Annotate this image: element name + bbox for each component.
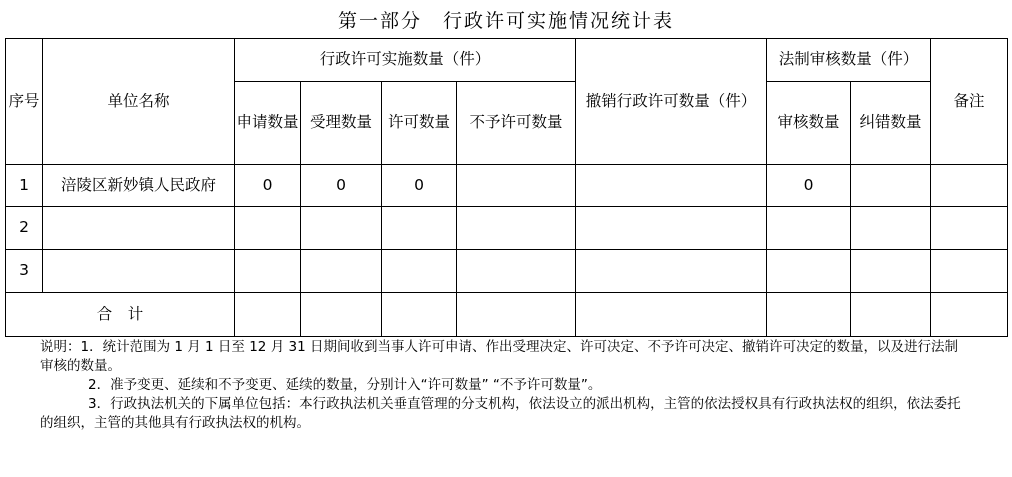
header-row-1: [6, 39, 1008, 82]
cell-permit: [382, 250, 457, 293]
cell-accept: [301, 250, 382, 293]
total-label: 合 计: [6, 293, 235, 337]
notes-section: [40, 338, 970, 433]
header-remark: 备注: [931, 39, 1008, 165]
cell-correct: [851, 165, 931, 207]
cell-revoke: [576, 207, 767, 250]
cell-audit: 0: [767, 165, 851, 207]
statistics-table: [5, 38, 1008, 337]
cell-remark: [931, 207, 1008, 250]
header-correct: 纠错数量: [851, 82, 931, 165]
cell-accept: [301, 207, 382, 250]
note-2: 2．准予变更、延续和不予变更、延续的数量，分别计入“许可数量” “不予许可数量”。: [88, 377, 602, 393]
cell-deny: [457, 165, 576, 207]
cell-remark: [931, 250, 1008, 293]
cell-seq: 1: [6, 165, 43, 207]
cell-revoke: [576, 165, 767, 207]
cell-unit: [43, 250, 235, 293]
header-seq: 序号: [6, 39, 43, 165]
total-apply: [235, 293, 301, 337]
total-correct: [851, 293, 931, 337]
header-impl-group: 行政许可实施数量（件）: [235, 39, 576, 82]
cell-deny: [457, 250, 576, 293]
note-1: 说明：1．统计范围为 1 月 1 日至 12 月 31 日期间收到当事人许可申请、作出受理决定、许可决定、不予许可决定、撤销许可决定的数量，以及进行法制审核的数量。: [40, 339, 958, 374]
header-revoke: 撤销行政许可数量（件）: [576, 39, 767, 165]
cell-deny: [457, 207, 576, 250]
cell-permit: [382, 207, 457, 250]
header-apply: 申请数量: [235, 82, 301, 165]
cell-unit: 涪陵区新妙镇人民政府: [43, 165, 235, 207]
cell-apply: [235, 250, 301, 293]
header-deny: 不予许可数量: [457, 82, 576, 165]
cell-apply: [235, 207, 301, 250]
total-accept: [301, 293, 382, 337]
total-row: [6, 293, 1008, 337]
total-permit: [382, 293, 457, 337]
total-audit: [767, 293, 851, 337]
total-remark: [931, 293, 1008, 337]
cell-audit: [767, 207, 851, 250]
cell-remark: [931, 165, 1008, 207]
note-3: 3．行政执法机关的下属单位包括：本行政执法机关垂直管理的分支机构，依法设立的派出机构，主管的依法授权具有行政执法权的组织，依法委托的组织，主管的其他具有行政执法权的机构。: [40, 396, 961, 431]
table-row: [6, 165, 1008, 207]
header-accept: 受理数量: [301, 82, 382, 165]
header-audit: 审核数量: [767, 82, 851, 165]
cell-correct: [851, 250, 931, 293]
table-row: [6, 250, 1008, 293]
cell-accept: 0: [301, 165, 382, 207]
header-unit-name: 单位名称: [43, 39, 235, 165]
cell-correct: [851, 207, 931, 250]
cell-revoke: [576, 250, 767, 293]
cell-seq: 3: [6, 250, 43, 293]
cell-permit: 0: [382, 165, 457, 207]
page-title: 第一部分 行政许可实施情况统计表: [337, 10, 674, 32]
cell-apply: 0: [235, 165, 301, 207]
table-row: [6, 207, 1008, 250]
cell-seq: 2: [6, 207, 43, 250]
cell-audit: [767, 250, 851, 293]
total-deny: [457, 293, 576, 337]
total-revoke: [576, 293, 767, 337]
header-legal-group: 法制审核数量（件）: [767, 39, 931, 82]
cell-unit: [43, 207, 235, 250]
header-permit: 许可数量: [382, 82, 457, 165]
